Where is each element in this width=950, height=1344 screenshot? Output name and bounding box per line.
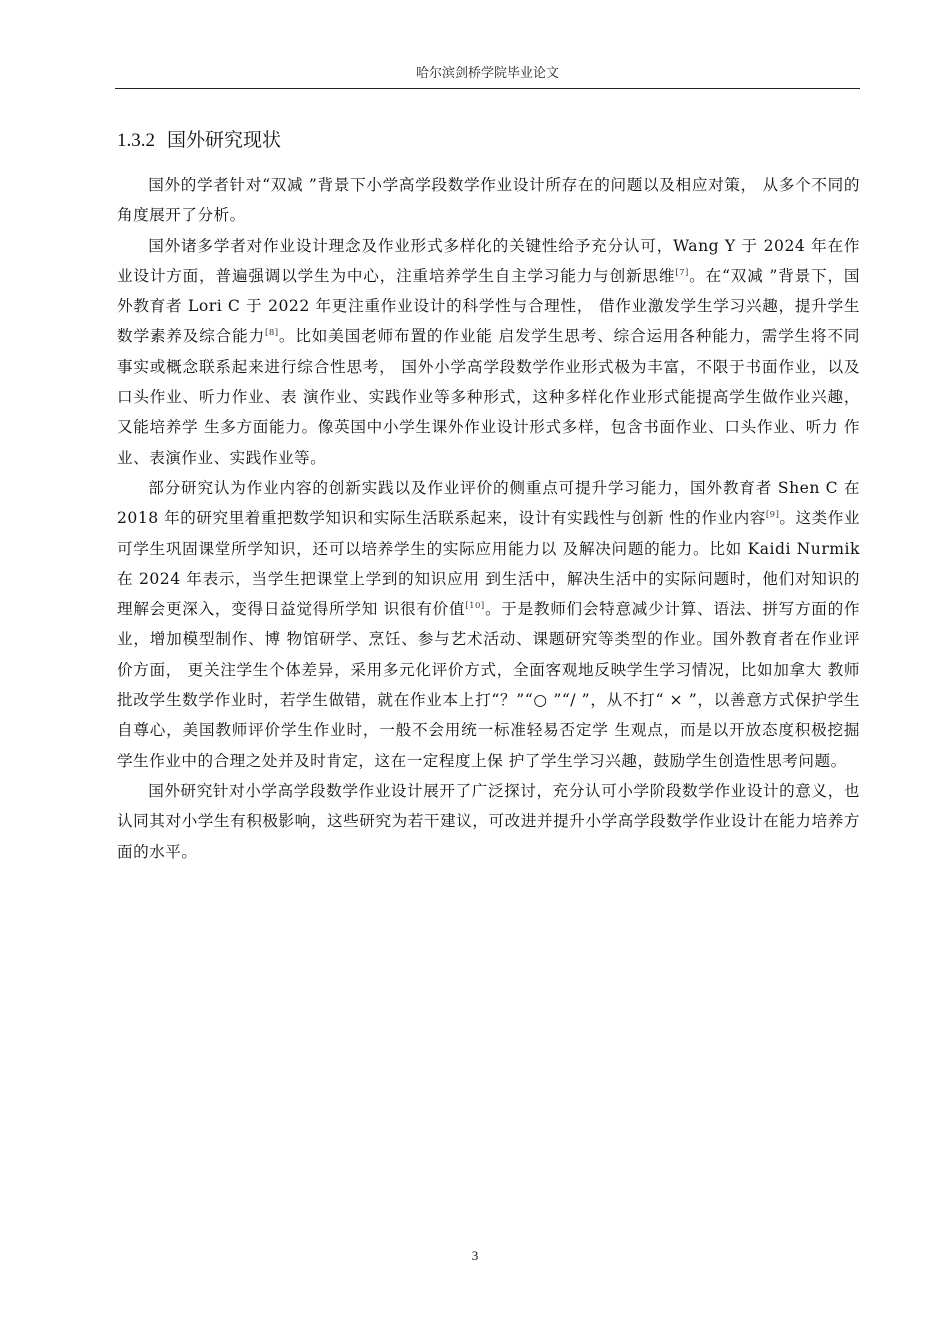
citation-ref: [9] — [765, 510, 780, 521]
paragraph-text: 部分研究认为作业内容的创新实践以及作业评价的侧重点可提升学习能力，国外教育者 Shen C 在 2018 年的研究里着重把数学知识和实际生活联系起来，设计有实践性与创新 性的作业内容 — [117, 478, 860, 528]
paragraph-1 — [117, 170, 860, 231]
section-title: 国外研究现状 — [167, 129, 282, 151]
paragraph-text: 。于是教师们会特意减少计算、语法、拼写方面的作业，增加模型制作、博 物馆研学、烹饪、参与艺术活动、课题研究等类型的作业。国外教育者在作业评价方面， 更关注学生个体差异，采用多元化评价方式，全面客观地反映学生学习情况，比如加拿大 教师批改学生数学作业时，若学生做错，就在作业本上打“？”“○ ”“/ ”，从不打“ × ”，以善意方式保护学生自尊心，美国教师评价学生作业时，一般不会用统一标准轻易否定学 生观点，而是以开放态度积极挖掘学生作业中的合理之处并及时肯定，这在一定程度上保 护了学生学习兴趣，鼓励学生创造性思考问题。 — [117, 600, 860, 770]
running-header: 哈尔滨剑桥学院毕业论文 — [415, 66, 559, 81]
citation-ref: [10] — [465, 600, 485, 611]
header-divider — [115, 88, 860, 89]
paragraph-text: 。在“双减 ”背景下，国外教育者 Lori C 于 2022 年更注重作业设计的科学性与合理性， 借作业激发学生学习兴趣，提升学生数学素养及综合能力 — [117, 266, 860, 346]
body-text — [117, 170, 860, 867]
section-heading — [117, 126, 281, 155]
paragraph-4 — [117, 776, 860, 867]
citation-ref: [8] — [265, 328, 279, 339]
paragraph-3 — [117, 473, 860, 776]
citation-ref: [7] — [675, 267, 689, 278]
paragraph-2 — [117, 231, 860, 473]
paragraph-text: 国外研究针对小学高学段数学作业设计展开了广泛探讨，充分认可小学阶段数学作业设计的意义，也认同其对小学生有积极影响，这些研究为若干建议，可改进并提升小学高学段数学作业设计在能力培养方面的水平。 — [117, 781, 860, 861]
page-number: 3 — [471, 1248, 479, 1263]
paragraph-text: 国外诸多学者对作业设计理念及作业形式多样化的关键性给予充分认可，Wang Y 于 2024 年在作业设计方面，普遍强调以学生为中心，注重培养学生自主学习能力与创新思维 — [117, 236, 860, 285]
paragraph-text: 国外的学者针对“双减 ”背景下小学高学段数学作业设计所存在的问题以及相应对策， 从多个不同的角度展开了分析。 — [117, 176, 860, 225]
section-number: 1.3.2 — [117, 130, 155, 151]
paragraph-text: 。比如美国老师布置的作业能 启发学生思考、综合运用各种能力，需学生将不同事实或概念联系起来进行综合性思考， 国外小学高学段数学作业形式极为丰富，不限于书面作业，以及口头作业、听力作业、表 演作业、实践作业等多种形式，这种多样化作业形式能提高学生做作业兴趣，又能培养学 生多方面能力。像英国中小学生课外作业设计形式多样，包含书面作业、口头作业、听力 作业、表演作业、实践作业等。 — [117, 327, 860, 467]
paragraph-text: 。这类作业可学生巩固课堂所学知识，还可以培养学生的实际应用能力以 及解决问题的能力。比如 Kaidi Nurmik 在 2024 年表示，当学生把课堂上学到的知识应用 到生活中，解决生活中的实际问题时，他们对知识的理解会更深入，变得日益觉得所学知 识很有价值 — [117, 509, 860, 619]
